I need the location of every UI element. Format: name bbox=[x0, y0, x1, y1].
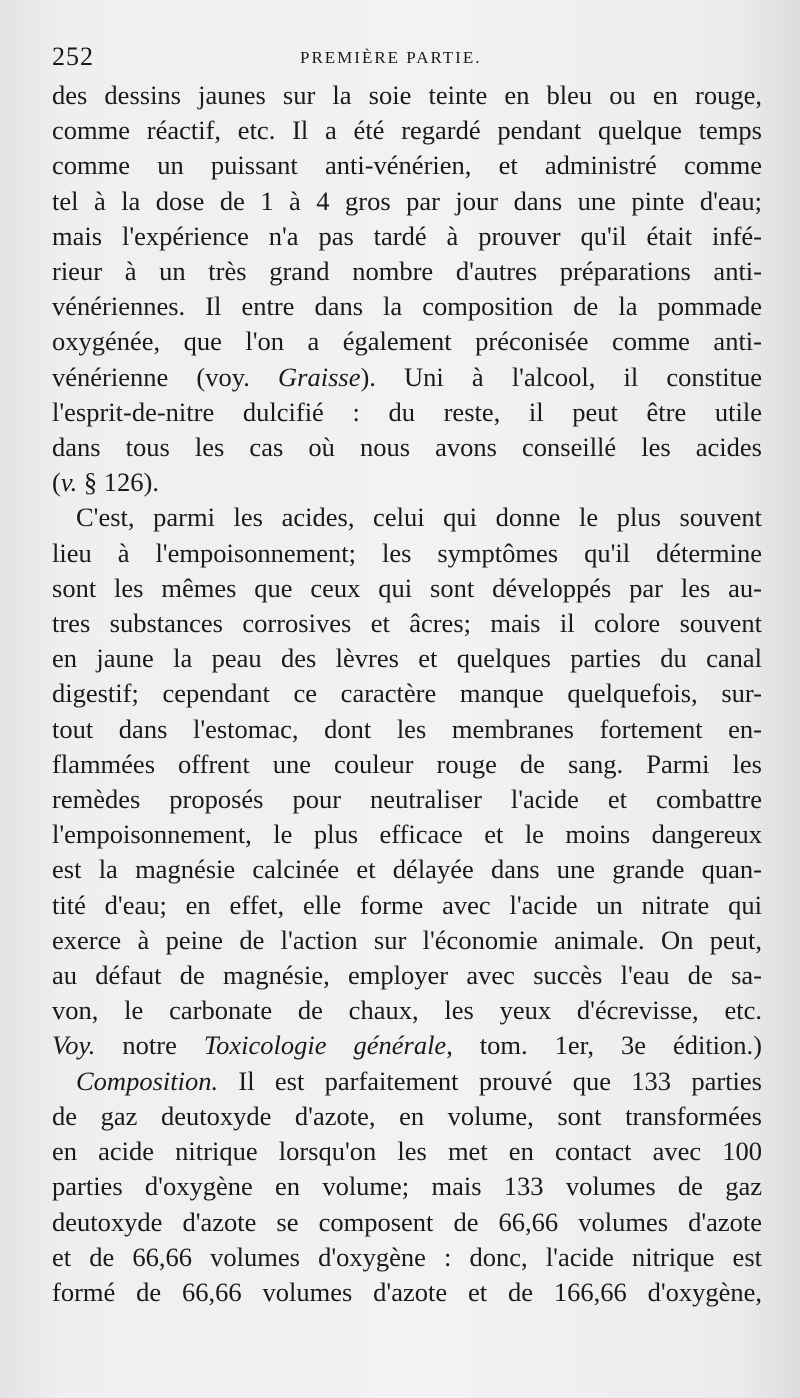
text-line bbox=[52, 430, 762, 465]
text-segment: tout dans l'estomac, dont les membranes fortement en- bbox=[52, 713, 762, 744]
text-segment: lieu à l'empoisonnement; les symptômes qu'il détermine bbox=[52, 537, 762, 568]
body-text bbox=[52, 78, 762, 1310]
text-line bbox=[52, 923, 762, 958]
text-line bbox=[52, 571, 762, 606]
text-line bbox=[52, 324, 762, 359]
text-segment: deutoxyde d'azote se composent de 66,66 volumes d'azote bbox=[52, 1206, 762, 1237]
text-segment: exerce à peine de l'action sur l'économie animale. On peut, bbox=[52, 924, 762, 955]
text-line bbox=[52, 184, 762, 219]
page-number: 252 bbox=[52, 42, 94, 71]
text-segment: des dessins jaunes sur la soie teinte en bleu ou en rouge, bbox=[52, 80, 762, 110]
text-segment: oxygénée, que l'on a également préconisée comme anti- bbox=[52, 326, 762, 357]
italic-text: Composition. bbox=[76, 1065, 219, 1096]
text-line bbox=[52, 1240, 762, 1275]
text-segment: ( bbox=[52, 467, 61, 498]
text-segment: tel à la dose de 1 à 4 gros par jour dans une pinte d'eau; bbox=[52, 185, 762, 216]
text-line bbox=[52, 676, 762, 711]
text-segment: et de 66,66 volumes d'oxygène : donc, l'acide nitrique est bbox=[52, 1241, 762, 1272]
text-line bbox=[52, 782, 762, 817]
text-segment: , tom. 1er, 3e édition.) bbox=[446, 1030, 762, 1061]
page-header bbox=[52, 42, 760, 74]
text-segment: Il est parfaitement prouvé que 133 parties bbox=[218, 1065, 762, 1096]
text-line bbox=[52, 465, 762, 500]
text-line bbox=[52, 641, 762, 676]
text-segment: digestif; cependant ce caractère manque quelquefois, sur- bbox=[52, 678, 762, 709]
text-line bbox=[52, 817, 762, 852]
text-segment: vénérienne (voy. bbox=[52, 361, 278, 392]
text-segment: est la magnésie calcinée et délayée dans une grande quan- bbox=[52, 854, 762, 885]
text-segment: tité d'eau; en effet, elle forme avec l'acide un nitrate qui bbox=[52, 889, 762, 920]
italic-text: Toxicologie générale bbox=[203, 1030, 447, 1061]
text-line bbox=[52, 888, 762, 923]
text-segment: remèdes proposés pour neutraliser l'acide et combattre bbox=[52, 784, 762, 815]
text-segment: tres substances corrosives et âcres; mais il colore souvent bbox=[52, 608, 762, 639]
text-segment: rieur à un très grand nombre d'autres préparations anti- bbox=[52, 256, 762, 287]
text-line bbox=[52, 289, 762, 324]
text-segment: von, le carbonate de chaux, les yeux d'écrevisse, etc. bbox=[52, 995, 762, 1026]
text-line bbox=[52, 500, 762, 535]
text-segment: en acide nitrique lorsqu'on les met en contact avec 100 bbox=[52, 1136, 762, 1167]
text-line bbox=[52, 1275, 762, 1310]
text-line bbox=[52, 852, 762, 887]
text-line bbox=[52, 958, 762, 993]
text-line bbox=[52, 395, 762, 430]
text-segment: l'esprit-de-nitre dulcifié : du reste, il peut être utile bbox=[52, 396, 762, 427]
text-segment: en jaune la peau des lèvres et quelques parties du canal bbox=[52, 643, 762, 674]
text-line bbox=[52, 712, 762, 747]
text-line bbox=[52, 360, 762, 395]
text-line bbox=[52, 747, 762, 782]
italic-text: Voy. bbox=[52, 1030, 96, 1061]
text-segment: comme réactif, etc. Il a été regardé pendant quelque temps bbox=[52, 115, 762, 146]
text-segment: mais l'expérience n'a pas tardé à prouver qu'il était infé- bbox=[52, 220, 762, 251]
text-segment: § 126). bbox=[77, 467, 159, 498]
text-segment: formé de 66,66 volumes d'azote et de 166,66 d'oxygène, bbox=[52, 1276, 762, 1307]
text-line bbox=[52, 148, 762, 183]
text-segment: dans tous les cas où nous avons conseillé les acides bbox=[52, 432, 762, 463]
text-segment: parties d'oxygène en volume; mais 133 volumes de gaz bbox=[52, 1171, 762, 1202]
text-segment: au défaut de magnésie, employer avec succès l'eau de sa- bbox=[52, 960, 762, 991]
text-line bbox=[52, 536, 762, 571]
text-segment: notre bbox=[95, 1030, 204, 1061]
italic-text: v. bbox=[60, 467, 78, 498]
text-segment: vénériennes. Il entre dans la composition de la pommade bbox=[52, 291, 762, 322]
text-line bbox=[52, 113, 762, 148]
text-line bbox=[52, 1205, 762, 1240]
text-line bbox=[52, 254, 762, 289]
text-line bbox=[52, 78, 762, 113]
text-line bbox=[52, 993, 762, 1028]
text-line bbox=[52, 1099, 762, 1134]
italic-text: Graisse bbox=[278, 361, 361, 392]
text-line bbox=[52, 1134, 762, 1169]
text-segment: l'empoisonnement, le plus efficace et le moins dangereux bbox=[52, 819, 762, 850]
text-segment: sont les mêmes que ceux qui sont développés par les au- bbox=[52, 572, 762, 603]
text-segment: C'est, parmi les acides, celui qui donne le plus souvent bbox=[76, 502, 762, 533]
text-line bbox=[52, 1064, 762, 1099]
text-line bbox=[52, 219, 762, 254]
text-segment: flammées offrent une couleur rouge de sang. Parmi les bbox=[52, 748, 762, 779]
text-line bbox=[52, 1028, 762, 1063]
text-line bbox=[52, 606, 762, 641]
text-line bbox=[52, 1169, 762, 1204]
text-segment: de gaz deutoxyde d'azote, en volume, sont transformées bbox=[52, 1100, 762, 1131]
running-head: PREMIÈRE PARTIE. bbox=[300, 48, 482, 67]
text-segment: ). Uni à l'alcool, il constitue bbox=[360, 361, 763, 392]
text-segment: comme un puissant anti-vénérien, et administré comme bbox=[52, 150, 762, 181]
